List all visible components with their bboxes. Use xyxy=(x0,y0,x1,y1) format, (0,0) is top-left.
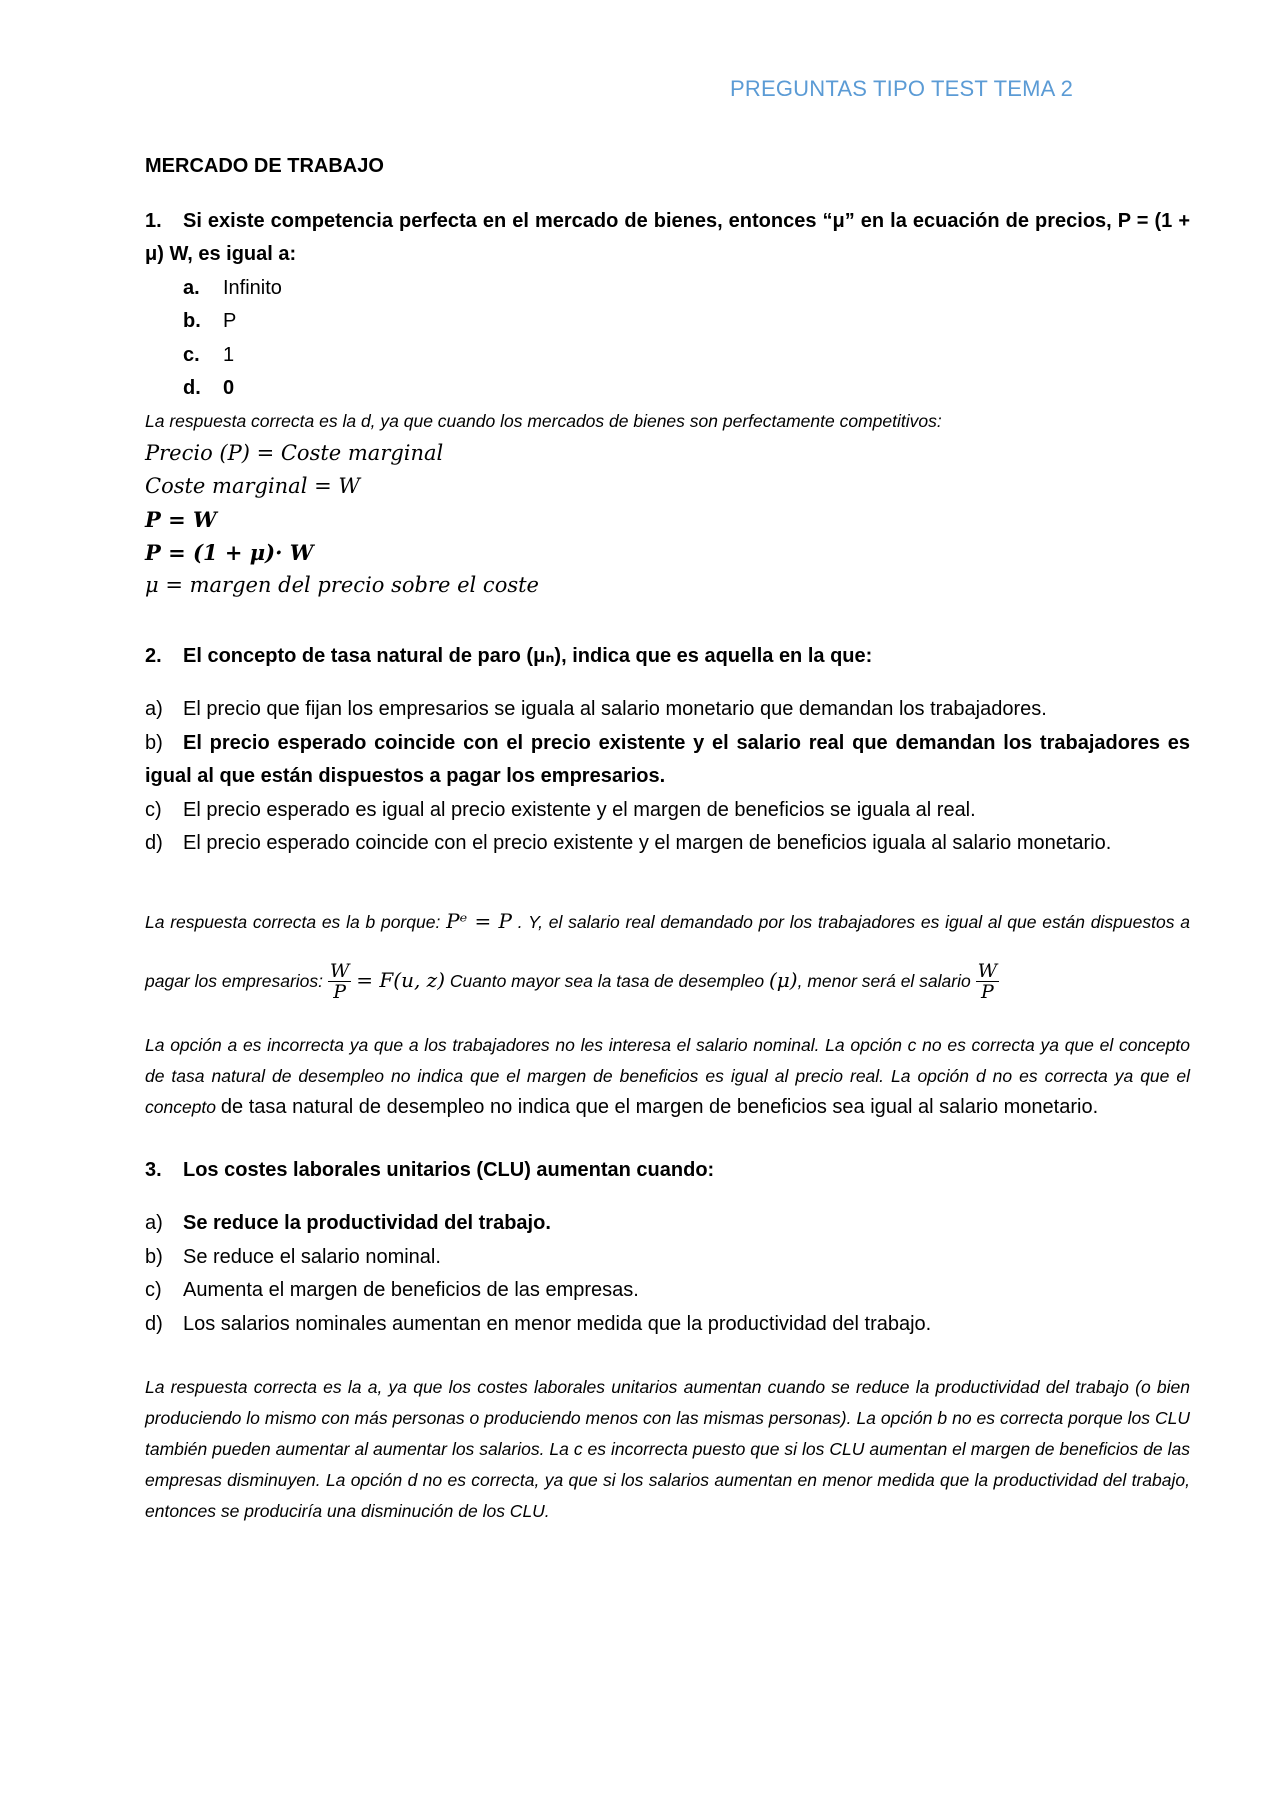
explanation-normal: de tasa natural de desempleo no indica que el margen de beneficios sea igual al salario monetario. xyxy=(220,1095,1099,1118)
option-text: Se reduce el salario nominal. xyxy=(183,1245,441,1268)
explanation-italic: La opción a es incorrecta ya que a los trabajadores no les interesa el salario nominal. La opción c no es correcta ya que el concepto de tasa natural de desempleo no indica que el margen de beneficios es igual al precio real. La opción d no es correcta ya que el concepto xyxy=(145,1034,1190,1117)
option-c xyxy=(145,339,1190,373)
option-letter: a) xyxy=(145,1212,163,1234)
section-title: MERCADO DE TRABAJO xyxy=(145,155,384,177)
question-text: Los costes laborales unitarios (CLU) aumentan cuando: xyxy=(183,1158,715,1181)
option-text: El precio esperado coincide con el precio existente y el salario real que demandan los trabajadores es igual al que están dispuestos a pagar los empresarios. xyxy=(145,731,1190,787)
fraction-denominator: P xyxy=(980,981,994,1004)
question-number: 2. xyxy=(145,644,162,667)
option-a xyxy=(145,693,1190,727)
real-wage-fraction xyxy=(328,961,352,1002)
option-letter: a. xyxy=(183,276,200,299)
question-3 xyxy=(145,1154,1190,1188)
option-letter: c) xyxy=(145,798,162,821)
question-text: Si existe competencia perfecta en el mercado de bienes, entonces “μ” en la ecuación de precios, P = (1 + μ) W, es igual a: xyxy=(145,209,1190,265)
option-text: El precio que fijan los empresarios se iguala al salario monetario que demandan los trabajadores. xyxy=(183,698,1047,720)
option-letter: c. xyxy=(183,343,200,366)
real-wage-fraction xyxy=(976,961,1000,1002)
question-2-options xyxy=(145,693,1190,861)
option-text: Se reduce la productividad del trabajo. xyxy=(183,1212,551,1234)
option-b xyxy=(145,1241,1190,1275)
answer-text: . Y, el salario real demandado por los trabajadores es igual al que están dispuestos a pagar los empresarios: xyxy=(145,911,1190,991)
expected-price-equation: Pᵉ = P xyxy=(446,908,513,933)
option-text: Aumenta el margen de beneficios de las empresas. xyxy=(183,1279,639,1301)
equation-1: Precio (P) = Coste marginal xyxy=(145,440,444,465)
option-text: 0 xyxy=(223,377,235,399)
answer-text: Cuanto mayor sea la tasa de desempleo xyxy=(449,970,765,991)
question-text: El concepto de tasa natural de paro (μₙ), indica que es aquella en la que: xyxy=(183,644,873,667)
fraction-numerator: W xyxy=(977,960,998,983)
option-text: Infinito xyxy=(223,276,282,299)
option-text: Los salarios nominales aumentan en menor medida que la productividad del trabajo. xyxy=(183,1312,932,1335)
option-letter: d) xyxy=(145,832,163,854)
option-text: P xyxy=(223,310,237,332)
option-d xyxy=(145,827,1190,861)
question-1 xyxy=(145,205,1190,272)
option-letter: b) xyxy=(145,1245,163,1268)
answer-explanation: La respuesta correcta es la a, ya que los costes laborales unitarios aumentan cuando se reduce la productividad del trabajo (o bien produciendo lo mismo con más personas o produciendo menos con las mismas personas). La opción b no es correcta porque los CLU también pueden aumentar al aumentar los salarios. La c es incorrecta puesto que si los CLU aumentan el margen de beneficios de las empresas disminuyen. La opción d no es correcta, ya que si los salarios aumentan en menor medida que la productividad del trabajo, entonces se produciría una disminución de los CLU. xyxy=(145,1377,1190,1521)
option-letter: d) xyxy=(145,1312,163,1335)
option-b xyxy=(145,727,1190,794)
equation-5: μ = margen del precio sobre el coste xyxy=(145,572,539,597)
question-2 xyxy=(145,640,1190,674)
incorrect-options-explanation xyxy=(145,1030,1190,1123)
question-1-options xyxy=(145,272,1190,406)
question-number: 3. xyxy=(145,1158,162,1181)
option-c xyxy=(145,794,1190,828)
option-letter: b. xyxy=(183,310,201,332)
answer-explanation xyxy=(145,892,1190,1010)
page-header: PREGUNTAS TIPO TEST TEMA 2 xyxy=(730,76,1074,101)
option-letter: c) xyxy=(145,1279,162,1301)
answer-text: La respuesta correcta es la b porque: xyxy=(145,911,441,932)
question-3-options xyxy=(145,1207,1190,1341)
fraction-numerator: W xyxy=(329,960,350,983)
option-a xyxy=(145,272,1190,306)
question-number: 1. xyxy=(145,209,162,232)
option-b xyxy=(145,305,1190,339)
option-d xyxy=(145,372,1190,406)
fraction-denominator: P xyxy=(333,981,347,1004)
wage-setting-equation: = F(u, z) xyxy=(356,967,446,992)
answer-explanation: La respuesta correcta es la d, ya que cuando los mercados de bienes son perfectamente competitivos: xyxy=(145,410,942,431)
option-text: 1 xyxy=(223,343,235,366)
option-letter: a) xyxy=(145,698,163,720)
document-body xyxy=(145,150,1190,1527)
answer-text: , menor será el salario xyxy=(797,970,971,991)
option-letter: d. xyxy=(183,377,201,399)
equation-4: P = (1 + μ)· W xyxy=(145,539,314,565)
equation-2: Coste marginal = W xyxy=(145,473,360,498)
option-d xyxy=(145,1308,1190,1342)
option-c xyxy=(145,1274,1190,1308)
option-text: El precio esperado es igual al precio existente y el margen de beneficios se iguala al real. xyxy=(183,798,976,821)
option-text: El precio esperado coincide con el precio existente y el margen de beneficios iguala al salario monetario. xyxy=(183,832,1112,854)
option-letter: b) xyxy=(145,731,163,754)
option-a xyxy=(145,1207,1190,1241)
equation-3: P = W xyxy=(145,506,217,532)
unemployment-symbol: (μ) xyxy=(768,967,798,992)
